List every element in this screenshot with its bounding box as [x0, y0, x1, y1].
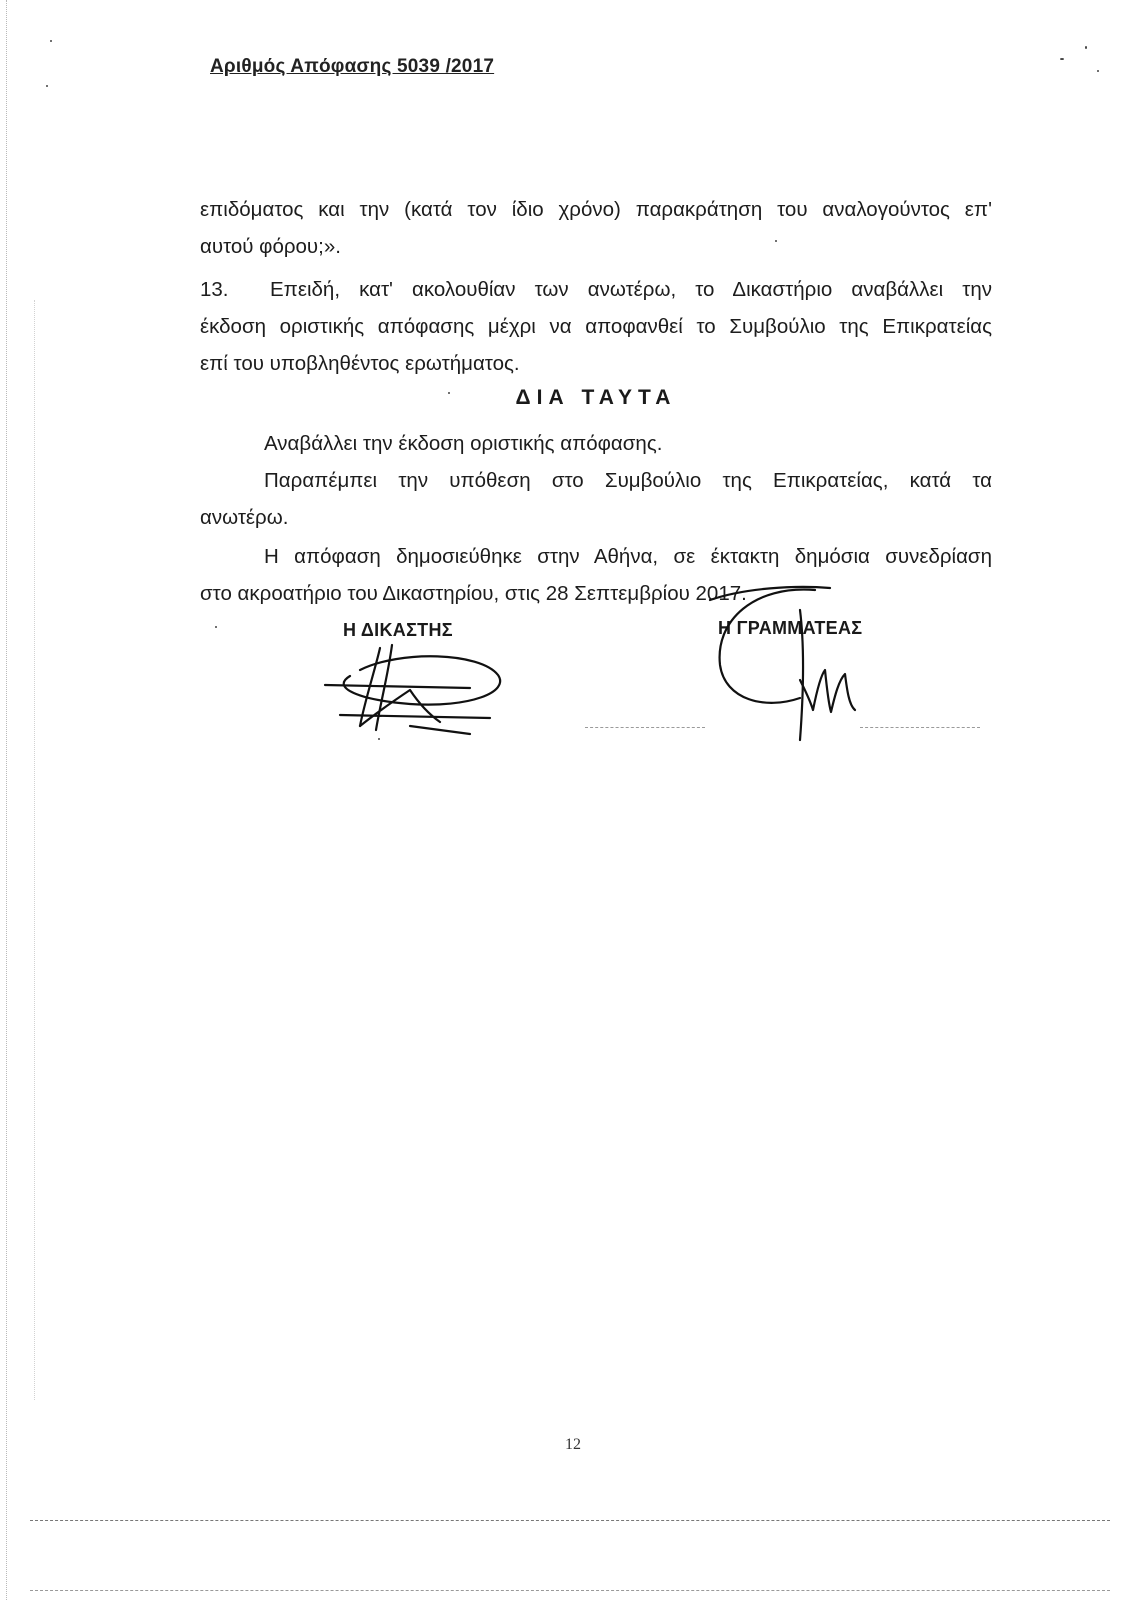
paragraph-line: επιδόματος και την (κατά τον ίδιο χρόνο) παρακράτηση του αναλογούντος επ': [200, 198, 992, 221]
ruling-item: ανωτέρω.: [200, 506, 289, 529]
scan-speck: [775, 240, 777, 242]
signature-line: [585, 727, 705, 729]
ruling-item: Αναβάλλει την έκδοση οριστικής απόφασης.: [264, 432, 663, 455]
clerk-signature: [705, 580, 875, 750]
paragraph-line: αυτού φόρου;».: [200, 235, 341, 258]
scan-speck: [215, 626, 217, 628]
judge-signature: [320, 630, 510, 740]
scan-speck: [46, 85, 48, 87]
paragraph-line: επί του υποβληθέντος ερωτήματος.: [200, 352, 520, 375]
ruling-item: Παραπέμπει την υπόθεση στο Συμβούλιο της Επικρατείας, κατά τα: [264, 469, 992, 492]
paragraph-text: Επειδή, κατ' ακολουθίαν των ανωτέρω, το Δικαστήριο αναβάλλει την: [270, 278, 992, 301]
signature-line: [860, 727, 980, 729]
scan-edge: [34, 300, 36, 1400]
decision-reference: Αριθμός Απόφασης 5039 /2017: [210, 56, 495, 77]
scan-speck: [378, 738, 380, 740]
scan-speck: [1060, 58, 1064, 60]
ruling-item: στο ακροατήριο του Δικαστηρίου, στις 28 Σεπτεμβρίου 2017.: [200, 582, 747, 605]
clerk-signature-label: Η ΓΡΑΜΜΑΤΕΑΣ: [718, 618, 863, 638]
paragraph-line: έκδοση οριστικής απόφασης μέχρι να αποφανθεί το Συμβούλιο της Επικρατείας: [200, 315, 992, 338]
ruling-heading: ΔΙΑ ΤΑΥΤΑ: [515, 386, 677, 409]
paragraph-number: 13.: [200, 278, 229, 301]
paragraph-line: [200, 271, 992, 308]
page-number: 12: [565, 1436, 581, 1453]
footer-divider: [30, 1520, 1110, 1522]
judge-signature-label: Η ΔΙΚΑΣΤΗΣ: [343, 620, 453, 640]
scan-speck: [1097, 70, 1099, 72]
scan-speck: [50, 40, 52, 42]
footer-divider: [30, 1590, 1110, 1592]
scan-speck: [1085, 46, 1087, 49]
scan-edge: [6, 0, 8, 1600]
scan-speck: [448, 392, 450, 394]
ruling-item: Η απόφαση δημοσιεύθηκε στην Αθήνα, σε έκτακτη δημόσια συνεδρίαση: [264, 545, 992, 568]
